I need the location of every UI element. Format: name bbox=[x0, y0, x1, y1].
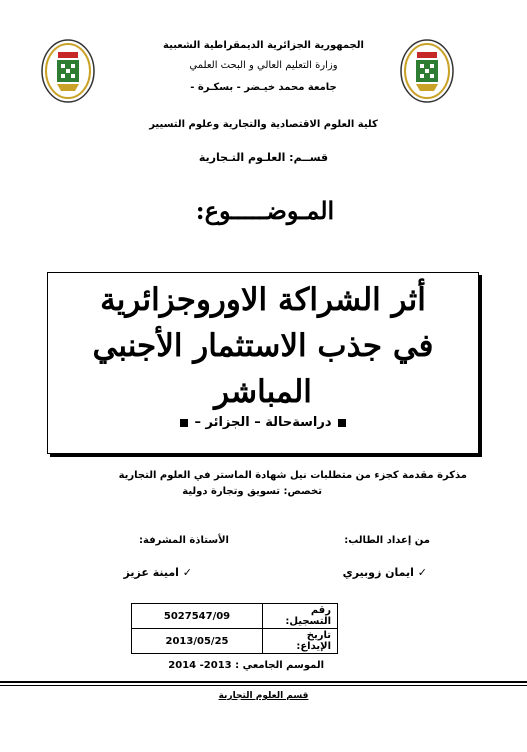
academic-year: الموسم الجامعي : 2013- 2014 bbox=[168, 660, 324, 671]
table-row bbox=[132, 629, 338, 654]
registration-number: 5027547/09 bbox=[132, 604, 263, 629]
footer-divider-thin bbox=[0, 685, 527, 686]
student-name: ✓ ايمان زوبيري bbox=[342, 566, 427, 579]
topic-label: المـوضـــــوع: bbox=[195, 196, 335, 225]
square-bullet-icon bbox=[338, 419, 346, 427]
deposit-date-label: تاريخ الإيداع: bbox=[263, 629, 338, 654]
square-bullet-icon bbox=[180, 419, 188, 427]
deposit-date: 2013/05/25 bbox=[132, 629, 263, 654]
memo-line-1: مذكرة مقدمة كجزء من متطلبات نيل شهادة الماستر في العلوم التجارية bbox=[118, 470, 467, 481]
case-study-text: دراسةحالة – الجزائر – bbox=[194, 415, 332, 430]
supervisor-name: ✓ امينة عزيز bbox=[123, 566, 192, 579]
student-label: من إعداد الطالب: bbox=[344, 535, 430, 546]
title-line-3: المباشر bbox=[214, 374, 312, 410]
registration-table bbox=[131, 603, 338, 654]
ministry-heading: وزارة التعليم العالي و البحث العلمي bbox=[189, 60, 338, 71]
title-line-2: في جذب الاستثمار الأجنبي bbox=[92, 328, 434, 364]
faculty-heading: كلية العلوم الاقتصادية والتجارية وعلوم التسيير bbox=[149, 119, 378, 130]
footer-divider bbox=[0, 681, 527, 683]
memo-line-2: تخصص: تسويق وتجارة دولية bbox=[182, 486, 322, 497]
registration-number-label: رقم التسجيل: bbox=[263, 604, 338, 629]
republic-heading: الجمهورية الجزائرية الديمقراطية الشعبية bbox=[163, 40, 364, 51]
footer-department: قسم العلوم التجارية bbox=[218, 691, 309, 701]
department-heading: قســم: العلـوم التـجارية bbox=[198, 151, 329, 164]
university-heading: جامعة محمد خيـضر - بسكـرة - bbox=[190, 82, 337, 93]
title-line-1: أثر الشراكة الاوروجزائرية bbox=[100, 282, 426, 318]
title-box bbox=[47, 272, 479, 454]
table-row bbox=[132, 604, 338, 629]
case-study-line bbox=[48, 415, 478, 430]
supervisor-label: الأستاذة المشرفة: bbox=[139, 535, 229, 546]
